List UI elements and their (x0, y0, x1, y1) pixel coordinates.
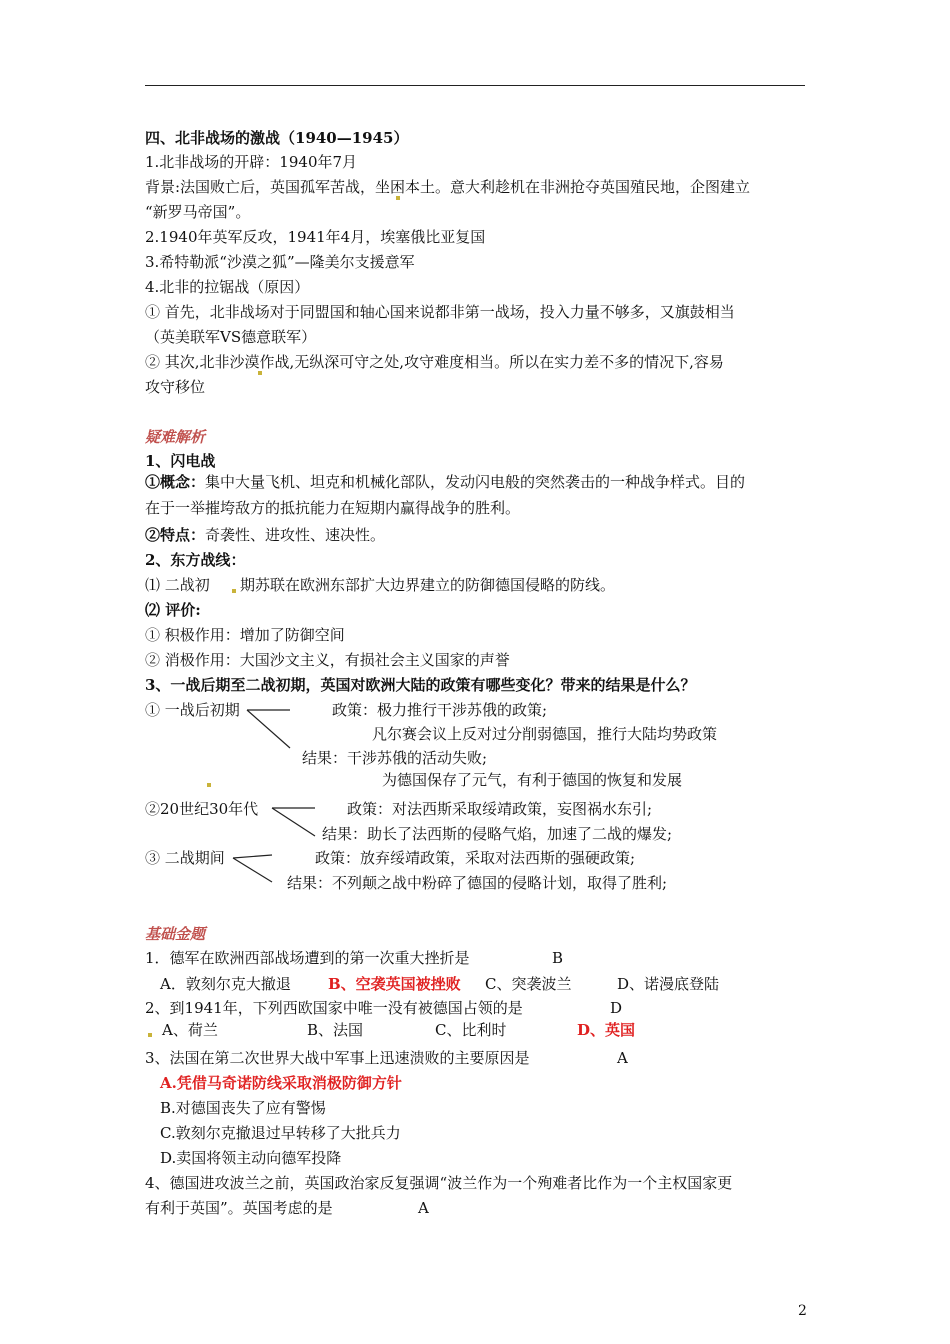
text-line: 1.北非战场的开辟：1940年7月 (145, 153, 358, 171)
option: C、突袭波兰 (485, 975, 572, 993)
question: 4、德国进攻波兰之前，英国政治家反复强调“波兰作为一个殉难者比作为一个主权国家更 (145, 1174, 733, 1192)
option-correct: D、英国 (577, 1021, 636, 1039)
feature-text: 奇袭性、进攻性、速决性。 (205, 526, 386, 544)
text-line: ② 其次,北非沙漠作战,无纵深可守之处,攻守难度相当。所以在实力差不多的情况下,容易 (145, 353, 724, 371)
section-title-analysis: 疑难解析 (145, 428, 206, 446)
text-line: ① 积极作用：增加了防御空间 (145, 626, 345, 644)
feature-label: ②特点： (145, 526, 206, 544)
option: B.对德国丧失了应有警惕 (160, 1099, 326, 1117)
answer: A (617, 1049, 628, 1067)
question: 2、到1941年，下列西欧国家中唯一没有被德国占领的是 (145, 999, 523, 1017)
speck (232, 589, 236, 593)
text-line: ⑴ 二战初 (145, 576, 210, 594)
speck (148, 1033, 152, 1037)
option-correct: A.凭借马奇诺防线采取消极防御方针 (160, 1074, 402, 1092)
text-line: ② 消极作用：大国沙文主义，有损社会主义国家的声誉 (145, 651, 510, 669)
answer: A (418, 1199, 429, 1217)
concept-text: 集中大量飞机、坦克和机械化部队，发动闪电般的突然袭击的一种战争样式。目的 (205, 473, 746, 491)
text-line: 期苏联在欧洲东部扩大边界建立的防御德国侵略的防线。 (240, 576, 616, 594)
result-text: 结果：干涉苏俄的活动失败; (302, 749, 488, 767)
option: C、比利时 (435, 1021, 507, 1039)
text-line: 3.希特勒派“沙漠之狐”—隆美尔支援意军 (145, 253, 415, 271)
subheading: 1、闪电战 (145, 452, 216, 470)
option: B、法国 (307, 1021, 364, 1039)
option: A．敦刻尔克大撤退 (160, 975, 291, 993)
question-heading: 3、一战后期至二战初期，英国对欧洲大陆的政策有哪些变化？带来的结果是什么？ (145, 676, 696, 694)
period-label: ②20世纪30年代 (145, 800, 259, 818)
question: 有利于英国”。英国考虑的是 (145, 1199, 333, 1217)
text-line: 背景:法国败亡后，英国孤军苦战，坐困本土。意大利趁机在非洲抢夺英国殖民地，企图建立 (145, 178, 751, 196)
result-text: 结果：助长了法西斯的侵略气焰，加速了二战的爆发; (322, 825, 673, 843)
answer: D (610, 999, 623, 1017)
text-line: “新罗马帝国”。 (145, 203, 251, 221)
page-number: 2 (798, 1303, 807, 1319)
answer: B (552, 949, 564, 967)
text-line: ⑵ 评价: (145, 601, 201, 619)
text-line: （英美联军VS德意联军） (145, 328, 317, 346)
policy-text: 凡尔赛会议上反对过分削弱德国，推行大陆均势政策 (372, 725, 718, 743)
speck (258, 371, 262, 375)
option: D、诺漫底登陆 (617, 975, 720, 993)
text-line: 2.1940年英军反攻，1941年4月，埃塞俄比亚复国 (145, 228, 486, 246)
option: A、荷兰 (162, 1021, 218, 1039)
concept-label: ①概念： (145, 473, 206, 491)
text-line: 攻守移位 (145, 378, 206, 396)
policy-text: 政策：对法西斯采取绥靖政策，妄图祸水东引; (347, 800, 653, 818)
subheading: 2、东方战线： (145, 551, 246, 569)
policy-text: 政策：放弃绥靖政策，采取对法西斯的强硬政策; (315, 849, 636, 867)
result-text: 结果：不列颠之战中粉碎了德国的侵略计划，取得了胜利; (287, 874, 668, 892)
speck (396, 196, 400, 200)
section-heading: 四、北非战场的激战（1940—1945） (145, 129, 409, 147)
question: 1．德军在欧洲西部战场遭到的第一次重大挫折是 (145, 949, 470, 967)
text-line: ① 首先，北非战场对于同盟国和轴心国来说都非第一战场，投入力量不够多，又旗鼓相当 (145, 303, 735, 321)
period-label: ① 一战后初期 (145, 701, 240, 719)
question: 3、法国在第二次世界大战中军事上迅速溃败的主要原因是 (145, 1049, 530, 1067)
text-line: 在于一举摧垮敌方的抵抗能力在短期内赢得战争的胜利。 (145, 499, 521, 517)
option-correct: B、空袭英国被挫败 (328, 975, 461, 993)
policy-text: 政策：极力推行干涉苏俄的政策; (332, 701, 548, 719)
speck (207, 783, 211, 787)
option: D.卖国将领主动向德军投降 (160, 1149, 342, 1167)
text-line: 4.北非的拉锯战（原因） (145, 278, 310, 296)
section-title-basics: 基础金题 (145, 925, 206, 943)
period-label: ③ 二战期间 (145, 849, 225, 867)
result-text: 为德国保存了元气，有利于德国的恢复和发展 (382, 771, 683, 789)
option: C.敦刻尔克撤退过早转移了大批兵力 (160, 1124, 401, 1142)
